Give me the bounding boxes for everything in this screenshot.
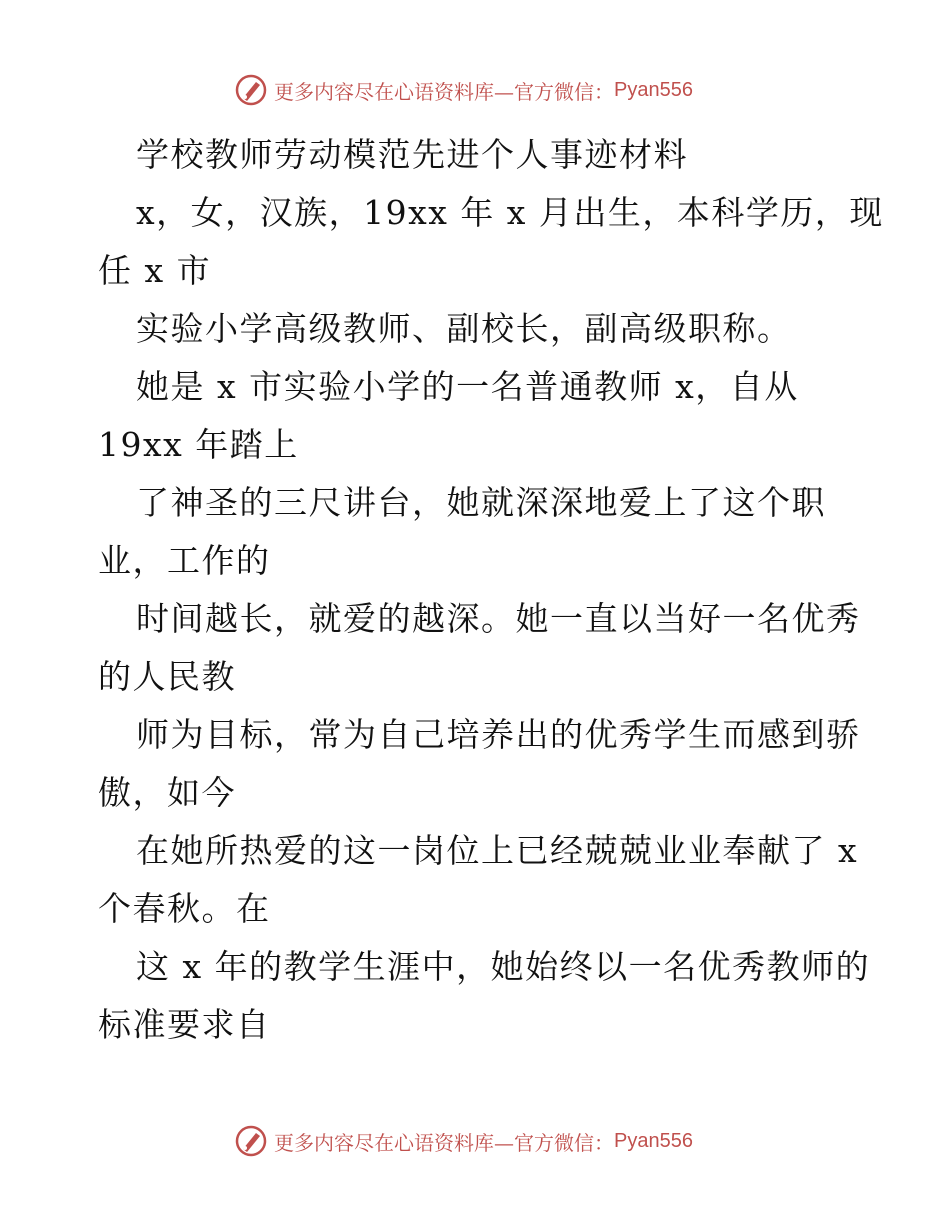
header-watermark bbox=[234, 72, 714, 108]
paragraph-line: x，女，汉族，19xx 年 x 月出生，本科学历，现 bbox=[136, 193, 884, 232]
watermark-text: 更多内容尽在心语资料库—官方微信： bbox=[274, 79, 614, 104]
document-title: 学校教师劳动模范先进个人事迹材料 bbox=[136, 135, 688, 174]
paragraph-line: 了神圣的三尺讲台，她就深深地爱上了这个职 bbox=[136, 483, 826, 522]
paragraph-line: 19xx 年踏上 bbox=[98, 425, 299, 464]
paragraph-line: 这 x 年的教学生涯中，她始终以一名优秀教师的 bbox=[136, 947, 871, 986]
footer-watermark bbox=[234, 1123, 714, 1159]
paragraph-line: 业，工作的 bbox=[98, 541, 271, 580]
document-body bbox=[98, 126, 884, 1054]
watermark-text: 更多内容尽在心语资料库—官方微信： bbox=[274, 1130, 614, 1155]
paragraph-line: 的人民教 bbox=[98, 657, 236, 696]
paragraph-line: 标准要求自 bbox=[98, 1005, 271, 1044]
pen-logo-icon bbox=[234, 1124, 268, 1158]
paragraph-line: 实验小学高级教师、副校长，副高级职称。 bbox=[136, 309, 792, 348]
paragraph-line: 时间越长，就爱的越深。她一直以当好一名优秀 bbox=[136, 599, 861, 638]
watermark-id: Pyan556 bbox=[614, 1129, 693, 1152]
paragraph-line: 傲，如今 bbox=[98, 773, 236, 812]
watermark-id: Pyan556 bbox=[614, 78, 693, 101]
pen-logo-icon bbox=[234, 73, 268, 107]
paragraph-line: 她是 x 市实验小学的一名普通教师 x，自从 bbox=[136, 367, 799, 406]
paragraph-line: 个春秋。在 bbox=[98, 889, 271, 928]
paragraph-line: 任 x 市 bbox=[98, 251, 212, 290]
paragraph-line: 师为目标，常为自己培养出的优秀学生而感到骄 bbox=[136, 715, 861, 754]
paragraph-line: 在她所热爱的这一岗位上已经兢兢业业奉献了 x bbox=[136, 831, 859, 870]
